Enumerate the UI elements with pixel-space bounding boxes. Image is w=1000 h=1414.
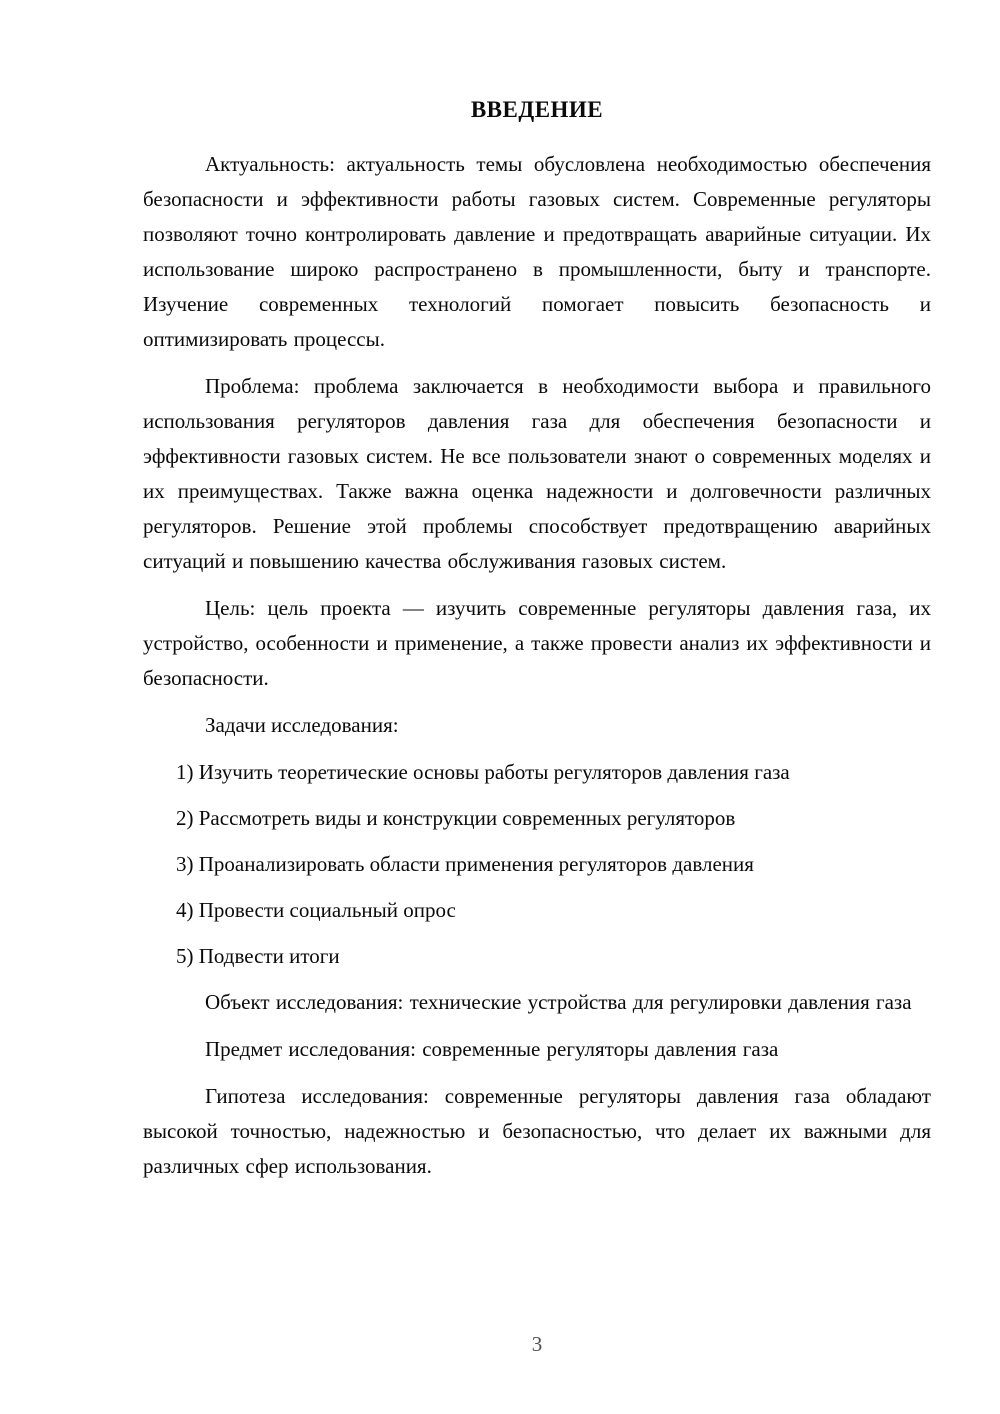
task-list	[143, 755, 931, 974]
task-item-2: 2) Рассмотреть виды и конструкции современных регуляторов	[176, 806, 736, 830]
page-title: ВВЕДЕНИЕ	[470, 97, 604, 122]
task-item-4: 4) Провести социальный опрос	[176, 898, 456, 922]
paragraph-relevance: Актуальность: актуальность темы обусловлена необходимостью обеспечения безопасности и эффективности работы газовых систем. Современные регуляторы позволяют точно контролировать давление и предотвращать аварийные ситуации. Их использование широко распространено в промышленности, быту и транспорте. Изучение современных технологий помогает повысить безопасность и оптимизировать процессы.	[143, 152, 931, 351]
paragraph-problem: Проблема: проблема заключается в необходимости выбора и правильного использования регуляторов давления газа для обеспечения безопасности и эффективности газовых систем. Не все пользователи знают о современных моделях и их преимуществах. Также важна оценка надежности и долговечности различных регуляторов. Решение этой проблемы способствует предотвращению аварийных ситуаций и повышению качества обслуживания газовых систем.	[143, 374, 931, 573]
page-number: 3	[531, 1332, 543, 1356]
paragraph-goal: Цель: цель проекта — изучить современные регуляторы давления газа, их устройство, особенности и применение, а также провести анализ их эффективности и безопасности.	[143, 596, 931, 690]
paragraph-hypothesis: Гипотеза исследования: современные регуляторы давления газа обладают высокой точностью, надежностью и безопасностью, что делает их важными для различных сфер использования.	[143, 1084, 931, 1178]
task-item-1: 1) Изучить теоретические основы работы регуляторов давления газа	[176, 760, 790, 784]
task-item-3: 3) Проанализировать области применения регуляторов давления	[176, 852, 754, 876]
paragraph-subject: Предмет исследования: современные регуляторы давления газа	[205, 1037, 779, 1061]
paragraph-object: Объект исследования: технические устройства для регулировки давления газа	[205, 990, 912, 1014]
document-content	[143, 96, 931, 1196]
task-item-5: 5) Подвести итоги	[176, 944, 340, 968]
tasks-heading: Задачи исследования:	[205, 713, 399, 737]
